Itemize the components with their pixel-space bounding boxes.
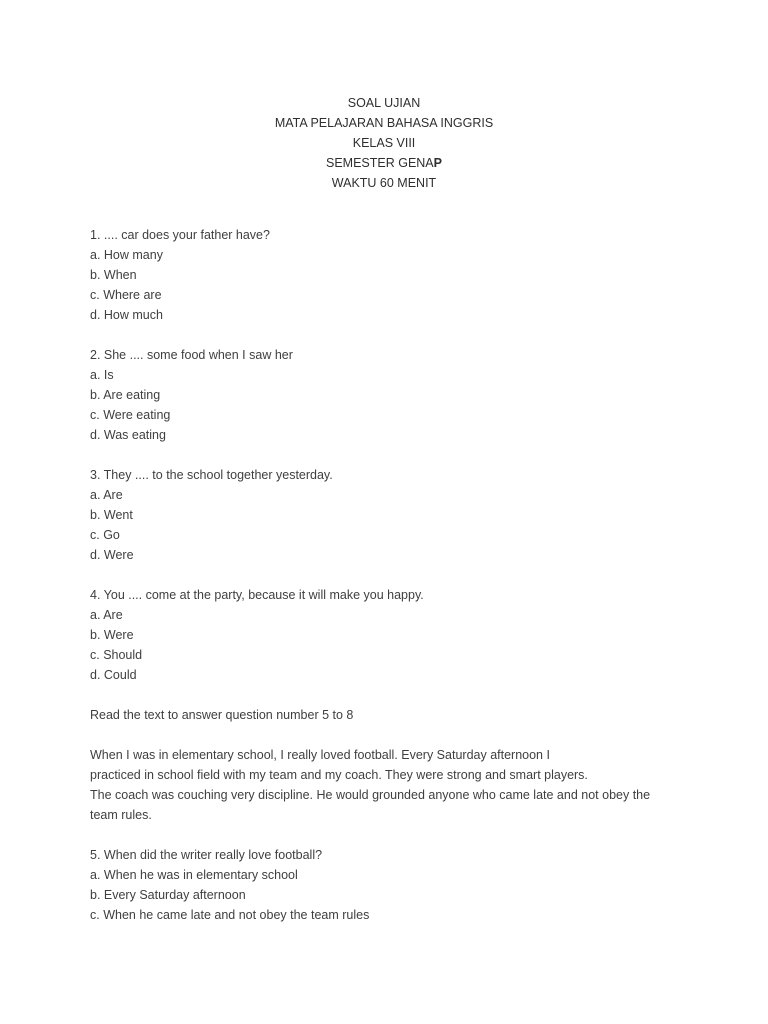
answer-option: b. Are eating: [90, 388, 161, 402]
passage-line: team rules.: [90, 808, 152, 822]
answer-option: d. Was eating: [90, 428, 166, 442]
answer-option: d. Were: [90, 548, 134, 562]
answer-option: c. Where are: [90, 288, 162, 302]
reading-instruction: [90, 705, 730, 725]
answer-option: a. Are: [90, 608, 123, 622]
question-stem: 5. When did the writer really love football?: [90, 848, 323, 862]
question-5: [90, 845, 730, 925]
question-stem: 1. .... car does your father have?: [90, 228, 270, 242]
header-subject: MATA PELAJARAN BAHASA INGGRIS: [274, 116, 494, 130]
passage-line: When I was in elementary school, I really loved football. Every Saturday afternoon I: [90, 748, 550, 762]
answer-option: b. When: [90, 268, 137, 282]
answer-option: b. Went: [90, 508, 133, 522]
question-3: [90, 465, 730, 565]
passage-line: practiced in school field with my team and my coach. They were strong and smart players.: [90, 768, 588, 782]
answer-option: c. Go: [90, 528, 120, 542]
answer-option: a. Are: [90, 488, 123, 502]
answer-option: c. Should: [90, 648, 143, 662]
answer-option: a. How many: [90, 248, 163, 262]
header-time: WAKTU 60 MENIT: [331, 176, 437, 190]
header-title: SOAL UJIAN: [347, 96, 421, 110]
reading-passage: [90, 745, 730, 825]
question-stem: 3. They .... to the school together yesterday.: [90, 468, 333, 482]
answer-option: c. When he came late and not obey the team rules: [90, 908, 370, 922]
answer-option: b. Were: [90, 628, 134, 642]
question-2: [90, 345, 730, 445]
answer-option: a. When he was in elementary school: [90, 868, 298, 882]
header-class: KELAS VIII: [352, 136, 416, 150]
instruction-text: Read the text to answer question number 5 to 8: [90, 708, 354, 722]
header-semester: [0, 153, 768, 173]
question-1: [90, 225, 730, 325]
question-stem: 4. You .... come at the party, because it will make you happy.: [90, 588, 424, 602]
header-semester-main: SEMESTER GENA: [325, 156, 434, 170]
answer-option: c. Were eating: [90, 408, 171, 422]
answer-option: a. Is: [90, 368, 114, 382]
question-4: [90, 585, 730, 685]
exam-header: [0, 93, 768, 193]
question-stem: 2. She .... some food when I saw her: [90, 348, 293, 362]
passage-line: The coach was couching very discipline. He would grounded anyone who came late and not obey the: [90, 788, 651, 802]
answer-option: b. Every Saturday afternoon: [90, 888, 246, 902]
header-semester-tail: P: [433, 156, 442, 170]
exam-content: [90, 225, 730, 945]
answer-option: d. Could: [90, 668, 137, 682]
answer-option: d. How much: [90, 308, 163, 322]
